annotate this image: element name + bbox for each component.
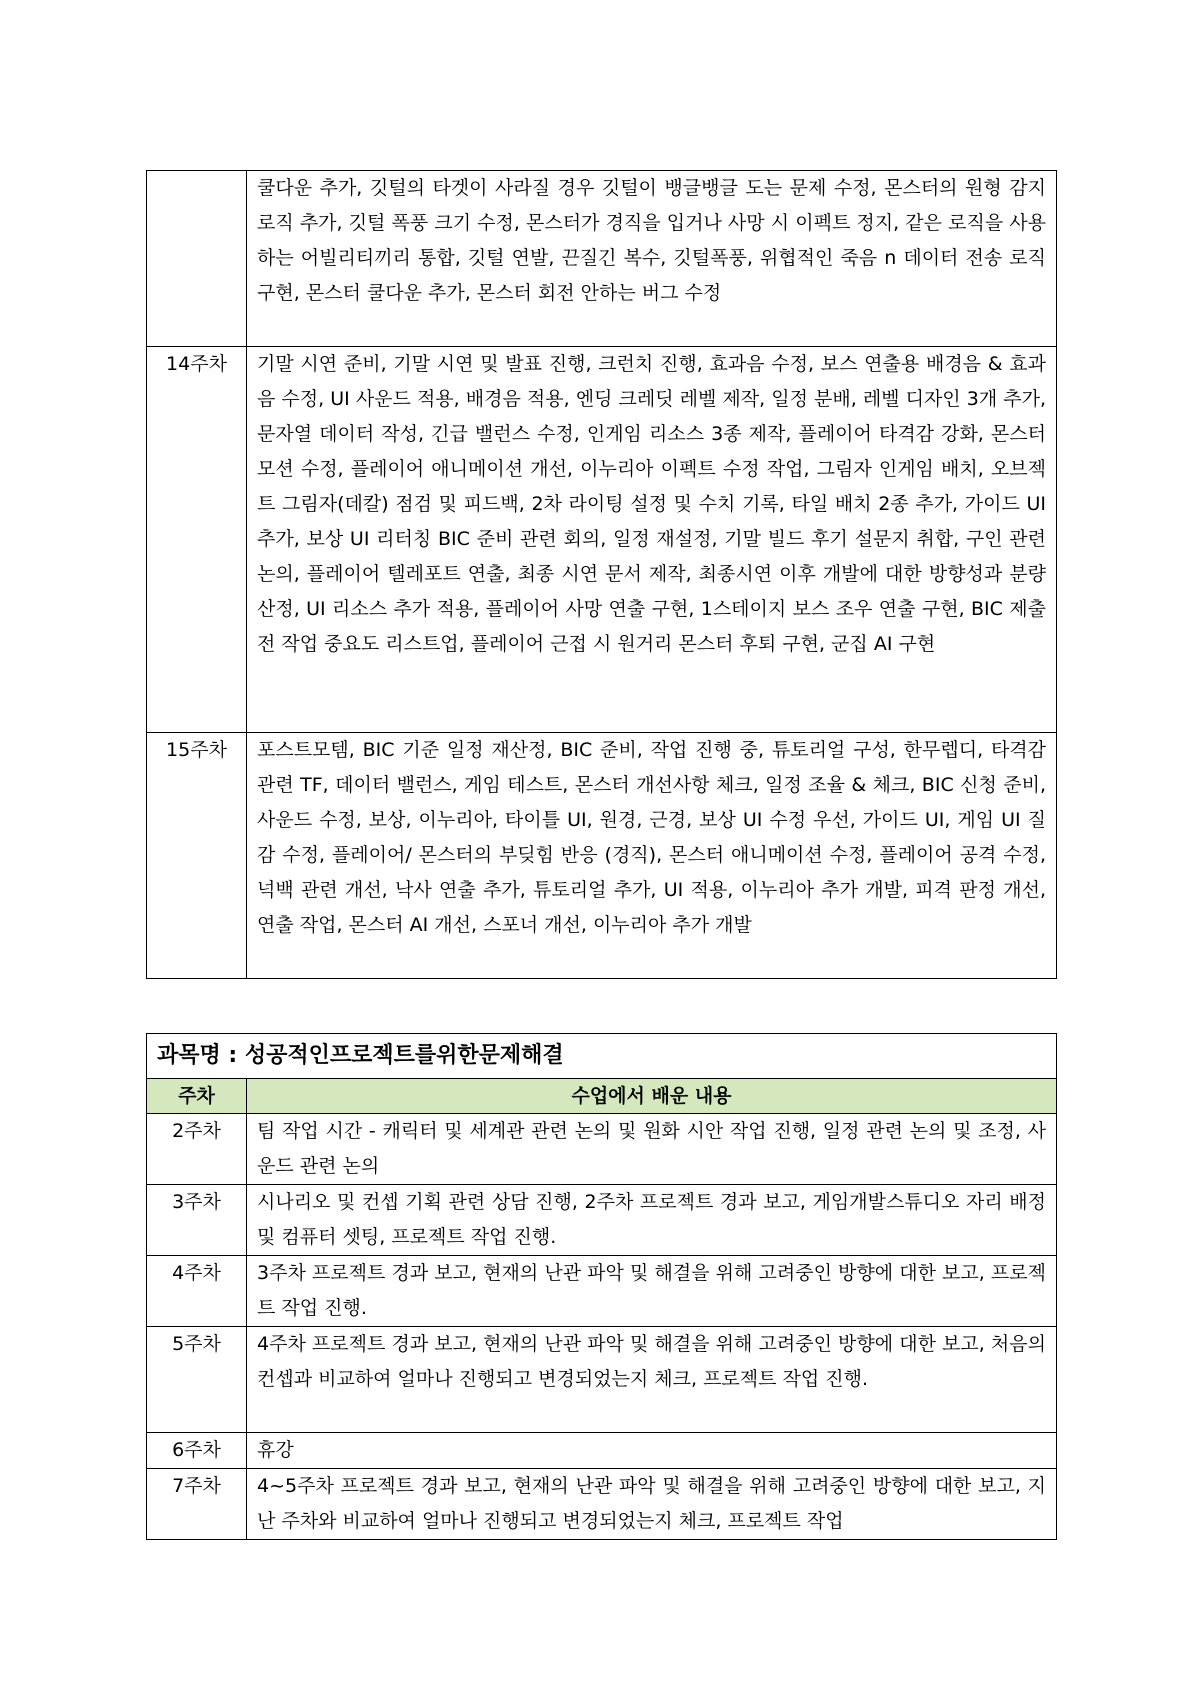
content-cell: 팀 작업 시간 - 캐릭터 및 세계관 관련 논의 및 원화 시안 작업 진행, 일정 관련 논의 및 조정, 사운드 관련 논의 xyxy=(247,1114,1057,1185)
content-cell: 휴강 xyxy=(247,1433,1057,1469)
week-cell: 15주차 xyxy=(147,733,247,979)
content-cell: 3주차 프로젝트 경과 보고, 현재의 난관 파악 및 해결을 위해 고려중인 방향에 대한 보고, 프로젝트 작업 진행. xyxy=(247,1256,1057,1327)
table-row xyxy=(147,1114,1057,1185)
content-cell: 쿨다운 추가, 깃털의 타겟이 사라질 경우 깃털이 뱅글뱅글 도는 문제 수정, 몬스터의 원형 감지 로직 추가, 깃털 폭풍 크기 수정, 몬스터가 경직을 입거나 사망 시 이펙트 정지, 같은 로직을 사용하는 어빌리티끼리 통합, 깃털 연발, 끈질긴 복수, 깃털폭풍, 위협적인 죽음 n 데이터 전송 로직 구현, 몬스터 쿨다운 추가, 몬스터 회전 안하는 버그 수정 xyxy=(247,171,1057,347)
week-cell: 14주차 xyxy=(147,347,247,733)
table-row xyxy=(147,1433,1057,1469)
content-cell: 시나리오 및 컨셉 기획 관련 상담 진행, 2주차 프로젝트 경과 보고, 게임개발스튜디오 자리 배정 및 컴퓨터 셋팅, 프로젝트 작업 진행. xyxy=(247,1185,1057,1256)
table-row xyxy=(147,1469,1057,1540)
header-content: 수업에서 배운 내용 xyxy=(247,1079,1057,1114)
table-row xyxy=(147,1327,1057,1433)
table-row xyxy=(147,733,1057,979)
content-cell: 4주차 프로젝트 경과 보고, 현재의 난관 파악 및 해결을 위해 고려중인 방향에 대한 보고, 처음의 컨셉과 비교하여 얼마나 진행되고 변경되었는지 체크, 프로젝트 작업 진행. xyxy=(247,1327,1057,1433)
week-cell: 6주차 xyxy=(147,1433,247,1469)
week-cell xyxy=(147,171,247,347)
header-week: 주차 xyxy=(147,1079,247,1114)
week-cell: 5주차 xyxy=(147,1327,247,1433)
table-row xyxy=(147,347,1057,733)
week-cell: 2주차 xyxy=(147,1114,247,1185)
table-title-row xyxy=(147,1034,1057,1079)
table-row xyxy=(147,171,1057,347)
course-title: 과목명 : 성공적인프로젝트를위한문제해결 xyxy=(147,1034,1057,1079)
table-header-row xyxy=(147,1079,1057,1114)
table-row xyxy=(147,1256,1057,1327)
table-row xyxy=(147,1185,1057,1256)
week-cell: 7주차 xyxy=(147,1469,247,1540)
content-cell: 4~5주차 프로젝트 경과 보고, 현재의 난관 파악 및 해결을 위해 고려중인 방향에 대한 보고, 지난 주차와 비교하여 얼마나 진행되고 변경되었는지 체크, 프로젝트 작업 xyxy=(247,1469,1057,1540)
course-log-table xyxy=(146,1033,1057,1540)
weekly-log-table-continued xyxy=(146,170,1057,979)
content-cell: 포스트모템, BIC 기준 일정 재산정, BIC 준비, 작업 진행 중, 튜토리얼 구성, 한무렙디, 타격감 관련 TF, 데이터 밸런스, 게임 테스트, 몬스터 개선사항 체크, 일정 조율 & 체크, BIC 신청 준비, 사운드 수정, 보상, 이누리아, 타이틀 UI, 원경, 근경, 보상 UI 수정 우선, 가이드 UI, 게임 UI 질감 수정, 플레이어/ 몬스터의 부딪힘 반응 (경직), 몬스터 애니메이션 수정, 플레이어 공격 수정, 넉백 관련 개선, 낙사 연출 추가, 튜토리얼 추가, UI 적용, 이누리아 추가 개발, 피격 판정 개선, 연출 작업, 몬스터 AI 개선, 스포너 개선, 이누리아 추가 개발 xyxy=(247,733,1057,979)
week-cell: 3주차 xyxy=(147,1185,247,1256)
content-cell: 기말 시연 준비, 기말 시연 및 발표 진행, 크런치 진행, 효과음 수정, 보스 연출용 배경음 & 효과음 수정, UI 사운드 적용, 배경음 적용, 엔딩 크레딧 레벨 제작, 일정 분배, 레벨 디자인 3개 추가, 문자열 데이터 작성, 긴급 밸런스 수정, 인게임 리소스 3종 제작, 플레이어 타격감 강화, 몬스터 모션 수정, 플레이어 애니메이션 개선, 이누리아 이펙트 수정 작업, 그림자 인게임 배치, 오브젝트 그림자(데칼) 점검 및 피드백, 2차 라이팅 설정 및 수치 기록, 타일 배치 2종 추가, 가이드 UI 추가, 보상 UI 리터칭 BIC 준비 관련 회의, 일정 재설정, 기말 빌드 후기 설문지 취합, 구인 관련 논의, 플레이어 텔레포트 연출, 최종 시연 문서 제작, 최종시연 이후 개발에 대한 방향성과 분량 산정, UI 리소스 추가 적용, 플레이어 사망 연출 구현, 1스테이지 보스 조우 연출 구현, BIC 제출 전 작업 중요도 리스트업, 플레이어 근접 시 원거리 몬스터 후퇴 구현, 군집 AI 구현 xyxy=(247,347,1057,733)
week-cell: 4주차 xyxy=(147,1256,247,1327)
